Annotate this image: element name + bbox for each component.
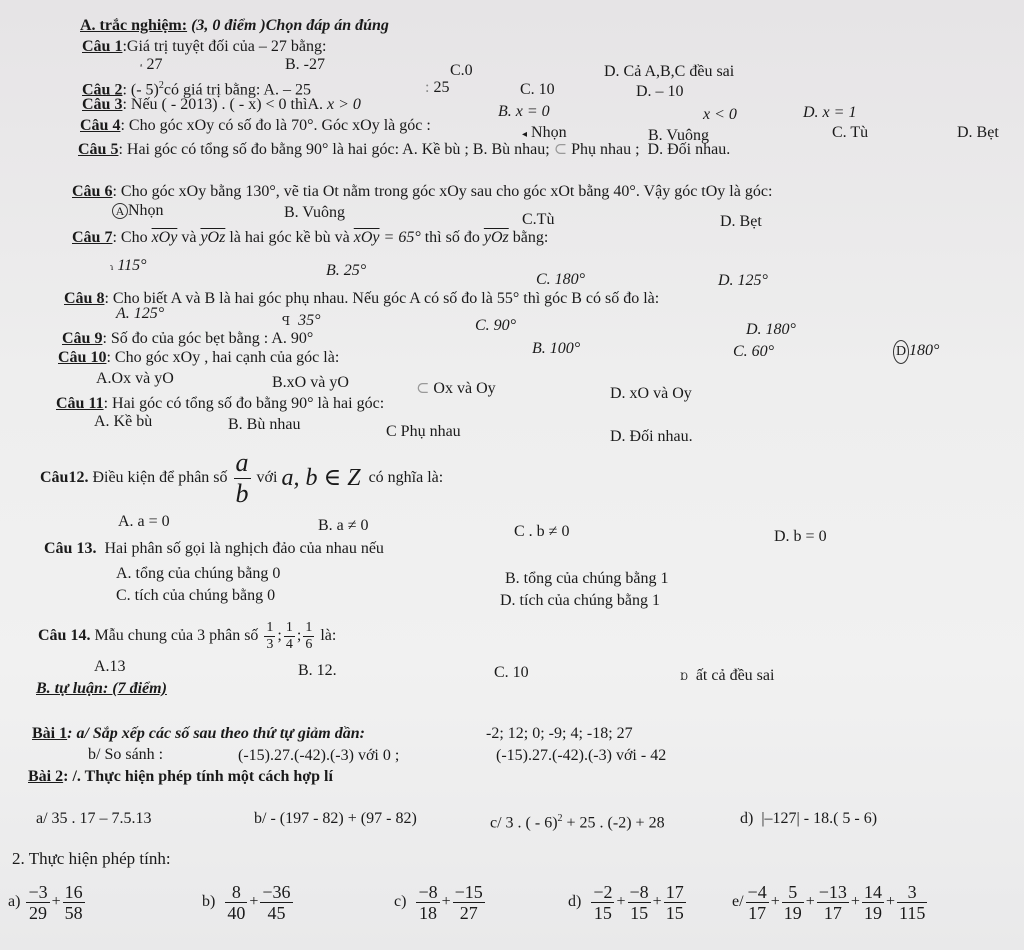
q7-option-a: ɿ 115°: [110, 257, 147, 274]
q2-option-b: : 25: [425, 79, 450, 96]
q8-option-b: ꟼ 35°: [282, 312, 321, 329]
q12-fraction: $\frac{a}{b}$: [235, 447, 249, 508]
part-a-title: A. trắc nghiệm: (3, 0 điểm )Chọn đáp án đúng: [80, 17, 389, 34]
q12-option-c: C . b ≠ 0: [514, 523, 570, 540]
q9-option-c: C. 60°: [733, 343, 775, 360]
bai-2: Bài 2: /. Thực hiện phép tính một cách hợp lí: [28, 768, 333, 785]
q14-option-a: A.13: [94, 658, 126, 675]
question-11: Câu 11: Hai góc có tổng số đo bằng 90° là hai góc:: [56, 395, 385, 412]
question-5: Câu 5: Hai góc có tổng số đo bằng 90° là hai góc: A. Kề bù ; B. Bù nhau; ⊂ Phụ nhau ; D. Đối nhau.: [78, 141, 731, 158]
question-4: Câu 4: Cho góc xOy có số đo là 70°. Góc xOy là góc :: [80, 117, 431, 134]
q2-option-d: D. – 10: [636, 83, 684, 100]
bai-1-numbers: -2; 12; 0; -9; 4; -18; 27: [486, 725, 633, 742]
q10-option-c: ⊂ Ox và Oy: [416, 380, 496, 397]
question-1: Câu 1:Giá trị tuyệt đối của – 27 bằng:: [82, 38, 327, 55]
part-2-d: d) $\frac{-2}{15}$ + $\frac{-8}{15}$ + $\frac{17}{15}$: [568, 881, 684, 923]
q4-option-a: ◂ Nhọn: [522, 124, 567, 141]
part-2-a: a) $\frac{-3}{29}$ + $\frac{16}{58}$: [8, 881, 83, 923]
question-2: Câu 2: (- 5)$^2$có giá trị bằng: A. – 25: [82, 80, 311, 99]
q10-option-d: D. xO và Oy: [610, 385, 692, 402]
q1-option-b: B. -27: [285, 56, 325, 73]
q11-option-d: D. Đối nhau.: [610, 428, 693, 445]
q8-option-c: C. 90°: [475, 317, 517, 334]
q1-option-c: C.0: [450, 62, 473, 79]
question-12: Câu12. Điều kiện để phân số $\frac{a}{b}$ với a, b ∈ Z có nghĩa là:: [40, 447, 444, 508]
bai-1b-expr2: (-15).27.(-42).(-3) với - 42: [496, 747, 667, 764]
q6-option-a: A Nhọn: [112, 202, 164, 220]
q12-option-b: B. a ≠ 0: [318, 517, 369, 534]
q8-option-d: D. 180°: [746, 321, 796, 338]
question-14: Câu 14. Mẫu chung của 3 phân số $\frac{1}{3}$ ; $\frac{1}{4}$ ; $\frac{1}{6}$ là:: [38, 619, 337, 652]
q13-option-d: D. tích của chúng bằng 1: [500, 592, 660, 609]
q4-option-b: B. Vuông: [648, 127, 709, 144]
q7-option-c: C. 180°: [536, 271, 586, 288]
q13-option-a: A. tổng của chúng bằng 0: [116, 565, 281, 582]
q2-option-c: C. 10: [520, 81, 555, 98]
q13-option-b: B. tổng của chúng bằng 1: [505, 570, 669, 587]
q1-option-d: D. Cả A,B,C đều sai: [604, 63, 735, 80]
bai-2b: b/ - (197 - 82) + (97 - 82): [254, 810, 417, 827]
question-7: Câu 7: Cho $\overline{xOy}$ và $\overline{yOz}$ là hai góc kề bù và $\overline{xOy} = 65^\circ$ thì số đo $\overline{yOz}$ bằng:: [72, 229, 549, 246]
q8-option-a: A. 125°: [116, 305, 165, 322]
question-3: Câu 3: Nếu ( - 2013) . ( - x) < 0 thìA. x > 0: [82, 96, 361, 113]
q9-option-d: D 180°: [893, 340, 939, 364]
q11-option-b: B. Bù nhau: [228, 416, 301, 433]
bai-1: Bài 1: a/ Sắp xếp các số sau theo thứ tự giảm dần:: [32, 725, 365, 742]
bai-1b-label: b/ So sánh :: [88, 746, 164, 763]
q9-circled-answer: D: [893, 340, 909, 364]
part-2-e: e/ $\frac{-4}{17}$ + $\frac{5}{19}$ + $\frac{-13}{17}$ + $\frac{14}{19}$ + $\frac{3}{115}$: [732, 881, 926, 923]
q11-option-a: A. Kề bù: [94, 413, 153, 430]
q7-option-b: B. 25°: [326, 262, 367, 279]
bai-2c: c/ 3 . ( - 6)$^2$ + 25 . (-2) + 28: [490, 813, 665, 832]
question-13: Câu 13. Hai phân số gọi là nghịch đảo của nhau nếu: [44, 540, 384, 557]
q3-option-b: B. x = 0: [498, 103, 550, 120]
q6-option-c: C.Tù: [522, 211, 555, 228]
q10-option-b: B.xO và yO: [272, 374, 349, 391]
q12-option-d: D. b = 0: [774, 528, 827, 545]
q4-option-c: C. Tù: [832, 124, 869, 141]
part-2-c: c) $\frac{-8}{18}$ + $\frac{-15}{27}$: [394, 881, 483, 923]
question-6: Câu 6: Cho góc xOy bằng 130°, vẽ tia Ot nằm trong góc xOy sau cho góc xOt bằng 40°. Vậy góc tOy là góc:: [72, 183, 773, 200]
question-10: Câu 10: Cho góc xOy , hai cạnh của góc là:: [58, 349, 340, 366]
q6-circled-answer: A: [112, 203, 128, 219]
question-8: Câu 8: Cho biết A và B là hai góc phụ nhau. Nếu góc A có số đo là 55° thì góc B có số đo là:: [64, 290, 660, 307]
question-9: Câu 9: Số đo của góc bẹt bằng : A. 90°: [62, 330, 314, 347]
part-2-heading: 2. Thực hiện phép tính:: [12, 849, 171, 868]
q10-option-a: A.Ox và yO: [96, 370, 174, 387]
q6-option-d: D. Bẹt: [720, 213, 762, 230]
q9-option-b: B. 100°: [532, 340, 581, 357]
q11-option-c: C Phụ nhau: [386, 423, 461, 440]
q13-option-c: C. tích của chúng bằng 0: [116, 587, 276, 604]
bai-2d: d) |–127| - 18.( 5 - 6): [740, 810, 878, 827]
q14-option-c: C. 10: [494, 664, 529, 681]
part-2-b: b) $\frac{8}{40}$ + $\frac{-36}{45}$: [202, 881, 291, 923]
q4-option-d: D. Bẹt: [957, 124, 999, 141]
q14-option-d: Ɒ ất cả đều sai: [680, 667, 775, 684]
q7-option-d: D. 125°: [718, 272, 768, 289]
bai-2a: a/ 35 . 17 – 7.5.13: [36, 810, 152, 827]
q1-option-a: ᵃ 27: [140, 56, 163, 73]
q12-option-a: A. a = 0: [118, 513, 170, 530]
q14-option-b: B. 12.: [298, 662, 337, 679]
q3-option-d: D. x = 1: [803, 104, 857, 121]
bai-1b-expr1: (-15).27.(-42).(-3) với 0 ;: [238, 747, 400, 764]
part-b-title: B. tự luận: (7 điểm): [36, 680, 167, 697]
q6-option-b: B. Vuông: [284, 204, 345, 221]
q3-option-c: x < 0: [703, 106, 737, 123]
